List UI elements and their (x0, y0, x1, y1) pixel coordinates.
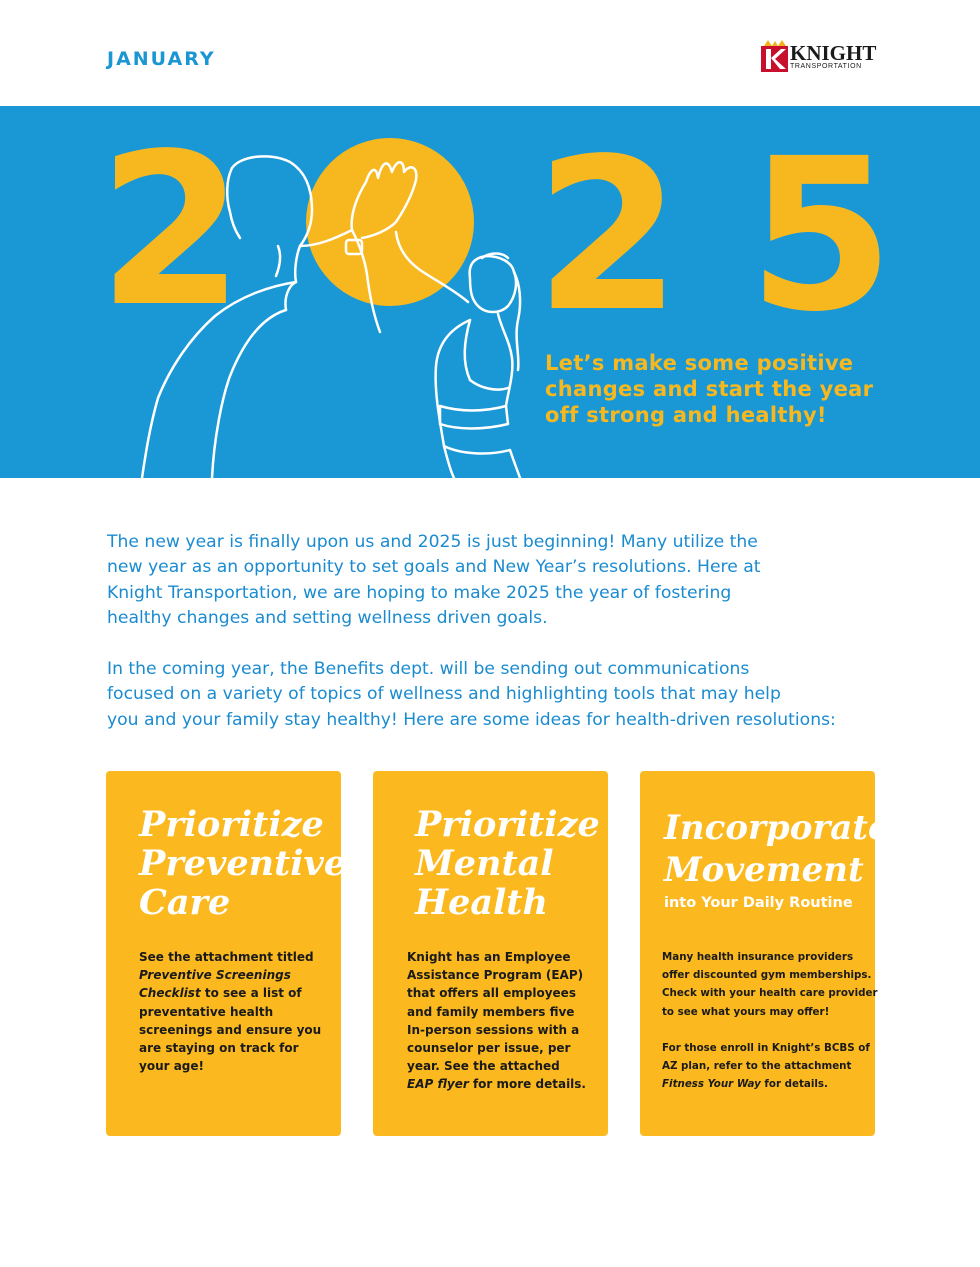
company-logo (760, 40, 876, 74)
tagline-line: changes and start the year (545, 377, 874, 401)
card-body-line: counselor per issue, per (407, 1041, 571, 1056)
card-title-line: Health (415, 882, 548, 923)
card-body-text: for more details. (468, 1077, 586, 1092)
card-title-line: Incorporate (664, 808, 890, 848)
card-title (664, 807, 890, 891)
card-body-line: Assistance Program (EAP) (407, 968, 584, 983)
card-title-line: Prioritize (139, 804, 324, 845)
card-body (139, 948, 321, 1075)
month-label: JANUARY (107, 48, 216, 70)
card-title-line: Mental (415, 843, 554, 884)
card-body-line: screenings and ensure you (139, 1022, 322, 1037)
logo-name: KNIGHT (790, 41, 877, 65)
card-title (415, 805, 600, 922)
card-body-line: that offers all employees (407, 986, 576, 1001)
card-title-line: Movement (664, 850, 864, 890)
card-incorporate-movement (640, 771, 890, 1136)
fitness-your-way-reference: Fitness Your Way (662, 1078, 761, 1091)
paragraph-gap (662, 1021, 878, 1039)
tagline-line: Let’s make some positive (545, 351, 854, 375)
card-body-line: year. See the attached (407, 1059, 560, 1074)
card-body-line: Check with your health care provider (662, 987, 878, 1000)
knight-crest-icon (760, 40, 790, 74)
card-body-line: and family members five (407, 1004, 575, 1019)
year-digit-3: 2 (535, 113, 682, 358)
hero-tagline (545, 350, 905, 428)
card-title (139, 805, 346, 922)
intro-line: Knight Transportation, we are hoping to make 2025 the year of fostering (107, 582, 732, 603)
card-body-line (139, 984, 321, 1002)
intro-paragraph-1 (107, 530, 897, 632)
intro-line: The new year is finally upon us and 2025 is just beginning! Many utilize the (107, 532, 758, 552)
eap-flyer-reference: EAP flyer (407, 1077, 469, 1092)
card-body-line: See the attachment titled (139, 950, 314, 964)
card-body-line: Many health insurance providers (662, 951, 854, 963)
hero-sun-circle (306, 138, 474, 306)
card-body-line (407, 1075, 586, 1093)
intro-line: In the coming year, the Benefits dept. will be sending out communications (107, 659, 750, 680)
intro-paragraph-2 (107, 657, 897, 733)
card-body-line: your age! (139, 1059, 205, 1074)
card-body-line: are staying on track for (139, 1041, 299, 1056)
hero-banner (0, 106, 980, 478)
intro-line: you and your family stay healthy! Here are some ideas for health-driven resolutions: (107, 709, 836, 730)
card-body-line: to see what yours may offer! (662, 1005, 830, 1018)
intro-text (107, 530, 897, 759)
card-body (662, 948, 878, 1094)
year-digit-4: 5 (748, 113, 895, 358)
intro-line: healthy changes and setting wellness driven goals. (107, 608, 548, 629)
year-digit-1: 2 (98, 108, 245, 353)
card-body-line: In-person sessions with a (407, 1022, 580, 1037)
card-body-line: offer discounted gym memberships. (662, 969, 872, 982)
intro-line: new year as an opportunity to set goals and New Year’s resolutions. Here at (107, 557, 761, 578)
card-body-text: to see a list of (200, 986, 302, 1001)
card-body-line: For those enroll in Knight’s BCBS of (662, 1042, 870, 1054)
preventive-screenings-checklist-reference: Preventive Screenings (139, 968, 291, 983)
card-subtitle: into Your Daily Routine (664, 895, 853, 911)
intro-line: focused on a variety of topics of wellness and highlighting tools that may help (107, 684, 781, 705)
card-preventive-care (106, 771, 347, 1136)
card-body (407, 948, 586, 1094)
card-body-line: AZ plan, refer to the attachment (662, 1060, 852, 1073)
card-title-line: Preventive (139, 843, 347, 884)
card-title-line: Care (139, 882, 231, 923)
logo-subtitle: TRANSPORTATION (790, 63, 862, 70)
card-body-line: preventative health (139, 1004, 274, 1019)
card-body-line: Knight has an Employee (407, 950, 571, 964)
preventive-screenings-checklist-reference: Checklist (139, 986, 201, 1001)
card-mental-health (373, 771, 608, 1136)
card-title-line: Prioritize (415, 804, 600, 845)
tagline-line: off strong and healthy! (545, 403, 827, 427)
card-body-text: for details. (760, 1078, 828, 1091)
card-body-line (662, 1075, 878, 1093)
